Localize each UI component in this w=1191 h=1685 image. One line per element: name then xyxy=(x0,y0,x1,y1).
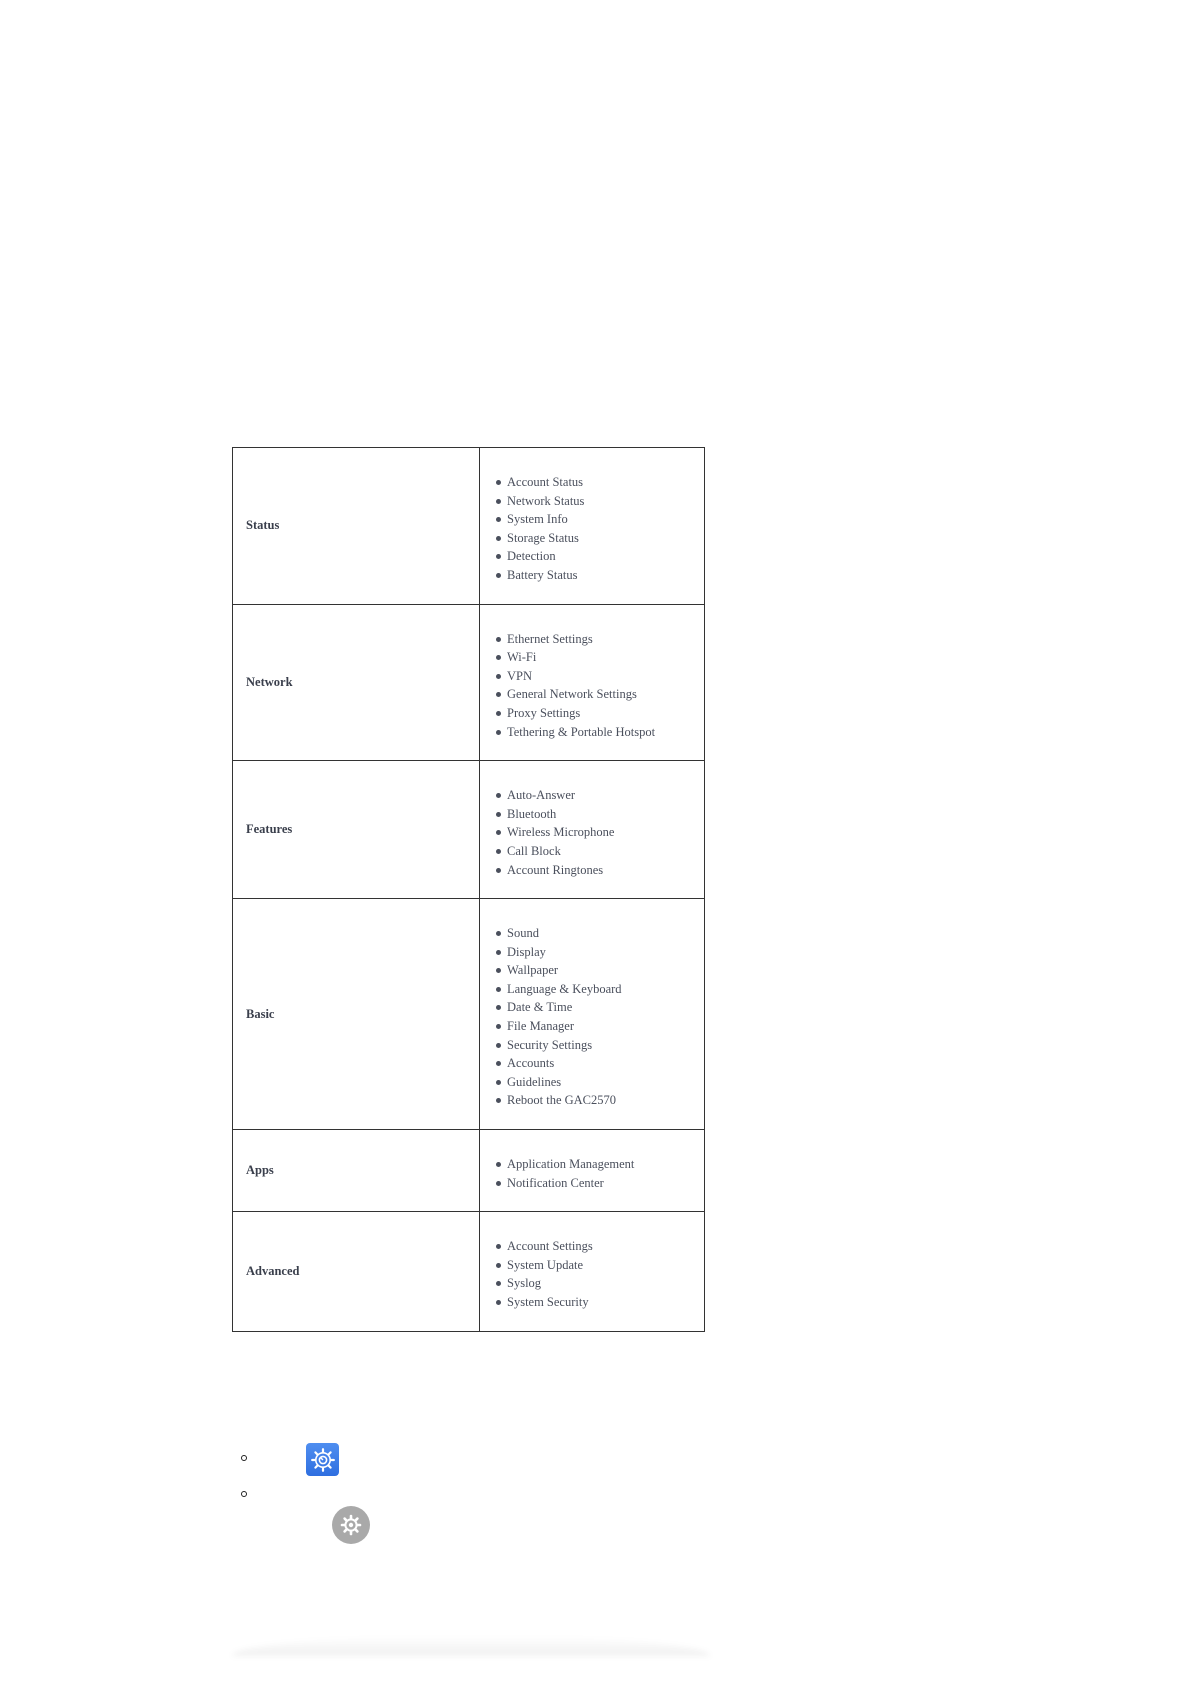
bullet-icon xyxy=(496,692,501,697)
list-item xyxy=(496,547,704,566)
list-item xyxy=(496,998,704,1017)
list-item xyxy=(496,823,704,842)
list-item-label: System Security xyxy=(507,1295,589,1309)
list-item-label: Storage Status xyxy=(507,530,579,545)
bullet-icon xyxy=(496,1043,501,1048)
items-cell xyxy=(480,604,705,761)
category-cell: Basic xyxy=(233,899,480,1130)
bullet-icon xyxy=(496,968,501,973)
bullet-icon xyxy=(496,554,501,559)
bullet-icon xyxy=(496,730,501,735)
table-row xyxy=(233,761,705,899)
list-item xyxy=(496,667,704,686)
list-item xyxy=(496,723,704,742)
settings-gear-button[interactable] xyxy=(332,1506,370,1544)
list-item xyxy=(496,861,704,880)
settings-app-icon[interactable] xyxy=(306,1443,339,1476)
list-item-label: Application Management xyxy=(507,1157,635,1172)
list-item xyxy=(496,473,704,492)
bullet-icon xyxy=(496,868,501,873)
list-item-label: Network Status xyxy=(507,493,585,508)
bullet-icon xyxy=(496,1061,501,1066)
list-item-label: General Network Settings xyxy=(507,687,637,702)
list-item-label: Call Block xyxy=(507,843,561,858)
bullet-icon xyxy=(496,1300,501,1305)
list-item-label: Auto-Answer xyxy=(507,788,576,803)
list-item xyxy=(496,1054,704,1073)
page-edge-shadow xyxy=(232,1636,710,1656)
list-item xyxy=(496,1274,704,1293)
list-item-label: Security Settings xyxy=(507,1037,593,1052)
list-item xyxy=(496,1174,704,1193)
list-item xyxy=(496,1073,704,1092)
list-item-label: Syslog xyxy=(507,1276,542,1291)
bullet-icon xyxy=(496,1080,501,1085)
bullet-icon xyxy=(496,950,501,955)
category-cell: Apps xyxy=(233,1130,480,1212)
list-item xyxy=(496,842,704,861)
list-item-label: Display xyxy=(507,944,546,959)
list-item-label: Detection xyxy=(507,549,556,564)
list-item-label: Tethering & Portable Hotspot xyxy=(507,724,656,739)
list-item xyxy=(496,648,704,667)
list-item xyxy=(496,1091,704,1110)
bullet-icon xyxy=(496,573,501,578)
list-item-label: Account Ringtones xyxy=(507,862,604,877)
list-item xyxy=(496,685,704,704)
settings-menu-table xyxy=(232,447,705,1332)
list-item xyxy=(496,786,704,805)
bullet-icon xyxy=(496,517,501,522)
list-item-label: Battery Status xyxy=(507,567,578,582)
items-cell xyxy=(480,448,705,605)
settings-gear-icon xyxy=(310,1447,336,1473)
bullet-icon xyxy=(496,1098,501,1103)
bullet-icon xyxy=(496,536,501,541)
items-cell xyxy=(480,761,705,899)
items-cell xyxy=(480,899,705,1130)
settings-item-list xyxy=(496,1155,704,1192)
bullet-icon xyxy=(496,480,501,485)
list-item xyxy=(496,510,704,529)
list-item xyxy=(496,961,704,980)
list-item-label: Accounts xyxy=(507,1056,555,1071)
bullet-icon xyxy=(496,1263,501,1268)
bullet-icon xyxy=(496,499,501,504)
category-cell: Status xyxy=(233,448,480,605)
list-item xyxy=(496,1237,704,1256)
settings-item-list xyxy=(496,473,704,585)
list-item xyxy=(496,1036,704,1055)
bullet-icon xyxy=(496,655,501,660)
list-item xyxy=(496,805,704,824)
settings-item-list xyxy=(496,924,704,1110)
list-item-label: Reboot the GAC2570 xyxy=(507,1093,617,1108)
list-item xyxy=(496,492,704,511)
list-item-label: File Manager xyxy=(507,1019,574,1034)
list-item-label: Wi-Fi xyxy=(507,650,537,665)
list-item-label: Guidelines xyxy=(507,1074,562,1089)
bullet-icon xyxy=(496,1244,501,1249)
list-item-label: Account Status xyxy=(507,475,584,489)
list-item-label: Wallpaper xyxy=(507,963,559,978)
list-item-label: Proxy Settings xyxy=(507,705,581,720)
bullet-icon xyxy=(496,830,501,835)
table-row xyxy=(233,1130,705,1212)
list-item xyxy=(496,704,704,723)
list-item xyxy=(496,943,704,962)
list-item-label: System Update xyxy=(507,1257,584,1272)
bullet-icon xyxy=(496,674,501,679)
list-item xyxy=(496,1155,704,1174)
list-item-label: Notification Center xyxy=(507,1175,604,1190)
bullet-icon xyxy=(496,931,501,936)
list-item xyxy=(496,630,704,649)
settings-item-list xyxy=(496,786,704,879)
table-row xyxy=(233,604,705,761)
items-cell xyxy=(480,1212,705,1331)
list-item-label: Bluetooth xyxy=(507,806,557,821)
bullet-icon xyxy=(496,812,501,817)
category-cell: Network xyxy=(233,604,480,761)
list-item-label: Sound xyxy=(507,926,539,941)
category-cell: Advanced xyxy=(233,1212,480,1331)
gear-icon xyxy=(340,1514,362,1536)
list-item-label: VPN xyxy=(507,668,533,683)
list-item xyxy=(496,980,704,999)
table-row xyxy=(233,1212,705,1331)
list-item-label: Account Settings xyxy=(507,1239,593,1254)
bullet-icon xyxy=(496,1005,501,1010)
bullet-icon xyxy=(496,793,501,798)
settings-item-list xyxy=(496,630,704,742)
table-row xyxy=(233,899,705,1130)
bullet-icon xyxy=(496,987,501,992)
bullet-icon xyxy=(496,1162,501,1167)
table-row xyxy=(233,448,705,605)
bullet-icon xyxy=(496,849,501,854)
bullet-icon xyxy=(496,711,501,716)
bullet-icon xyxy=(496,1024,501,1029)
list-item-label: Date & Time xyxy=(507,1000,573,1015)
settings-item-list xyxy=(496,1237,704,1311)
list-item xyxy=(496,529,704,548)
settings-table-body xyxy=(233,448,705,1332)
category-cell: Features xyxy=(233,761,480,899)
bullet-icon xyxy=(496,637,501,642)
items-cell xyxy=(480,1130,705,1212)
list-bullet xyxy=(241,1455,247,1461)
list-item xyxy=(496,924,704,943)
bullet-icon xyxy=(496,1181,501,1186)
list-item-label: Wireless Microphone xyxy=(507,825,615,840)
list-item-label: System Info xyxy=(507,512,568,527)
list-item-label: Language & Keyboard xyxy=(507,981,622,996)
list-item-label: Ethernet Settings xyxy=(507,631,593,646)
list-item xyxy=(496,1293,704,1312)
list-bullet xyxy=(241,1491,247,1497)
bullet-icon xyxy=(496,1281,501,1286)
list-item xyxy=(496,1256,704,1275)
list-item xyxy=(496,566,704,585)
list-item xyxy=(496,1017,704,1036)
